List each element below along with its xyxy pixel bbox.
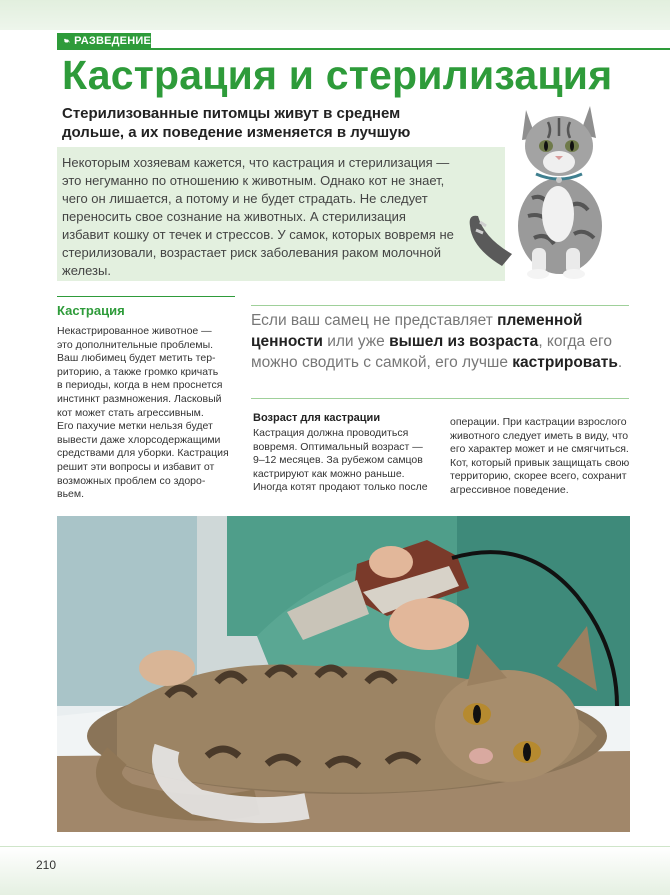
castration-procedure-photo	[57, 516, 630, 832]
age-column	[253, 412, 431, 495]
article-title: Кастрация и стерилизация	[62, 52, 613, 98]
top-decor-band	[0, 0, 670, 30]
page-number: 210	[36, 858, 57, 872]
bottom-decor-band	[0, 846, 670, 895]
pull-quote	[251, 305, 629, 399]
quote-emphasis: кастрировать	[512, 354, 618, 371]
column-rule	[57, 296, 235, 297]
section-header	[57, 33, 670, 50]
article-subtitle: Стерилизованные питомцы живут в среднем дольше, а их поведение изменяется в лучшую	[62, 105, 411, 141]
age-text-2: операции. При кастрации взрослого животного следует иметь в виду, что его характер может и не смягчиться. Кот, который привык защищать свою территорию, скорее всего, сохранит агрессивное поведение.	[450, 416, 630, 496]
quote-emphasis: племенной ценности	[251, 312, 583, 350]
age-column-continued	[450, 416, 630, 498]
quote-text: , когда его можно сводить с самкой, его лучше	[251, 333, 612, 371]
quote-text: или уже	[322, 333, 390, 350]
quote-text: .	[617, 354, 623, 371]
quote-text: Если ваш самец не представляет	[251, 312, 498, 329]
section-tab	[57, 33, 151, 48]
intro-text: Некоторым хозяевам кажется, что кастрация и стерилизация — это негуманно по отношению к животным. Однако кот не знает, чего он лишается, а потому и не будет страдать. Не следует переносить свое сознание на животных. А стерилизация избавит кошку от течек и стрессов. У самок, которых вовремя не стерилизовали, возрастает риск заболевания раком молочной железы.	[62, 155, 454, 278]
age-heading: Возраст для кастрации	[253, 412, 381, 424]
age-text-1: Кастрация должна проводиться вовремя. Оптимальный возраст — 9–12 месяцев. За рубежом самцов кастрируют как можно раньше. Иногда котят продают только после	[253, 427, 428, 494]
castration-text: Некастрированное животное — это дополнительные проблемы. Ваш любимец будет метить тер- риторию, а также громко кричать в периоды, когда в нем проснется инстинкт размножения. Ласковый кот может стать агрессивным. Его пахучие метки нельзя будет вывести даже хлорсодержащими средствами для уборки. Кастрация решит эти вопросы и избавит от возможных проблем со здоро- вьем.	[57, 325, 229, 501]
castration-column	[57, 296, 240, 502]
mouse-icon	[63, 35, 70, 46]
quote-emphasis: вышел из возраста	[389, 333, 539, 350]
kitten-photo	[462, 88, 622, 280]
castration-heading: Кастрация	[57, 303, 125, 318]
section-label: РАЗВЕДЕНИЕ	[74, 34, 151, 47]
